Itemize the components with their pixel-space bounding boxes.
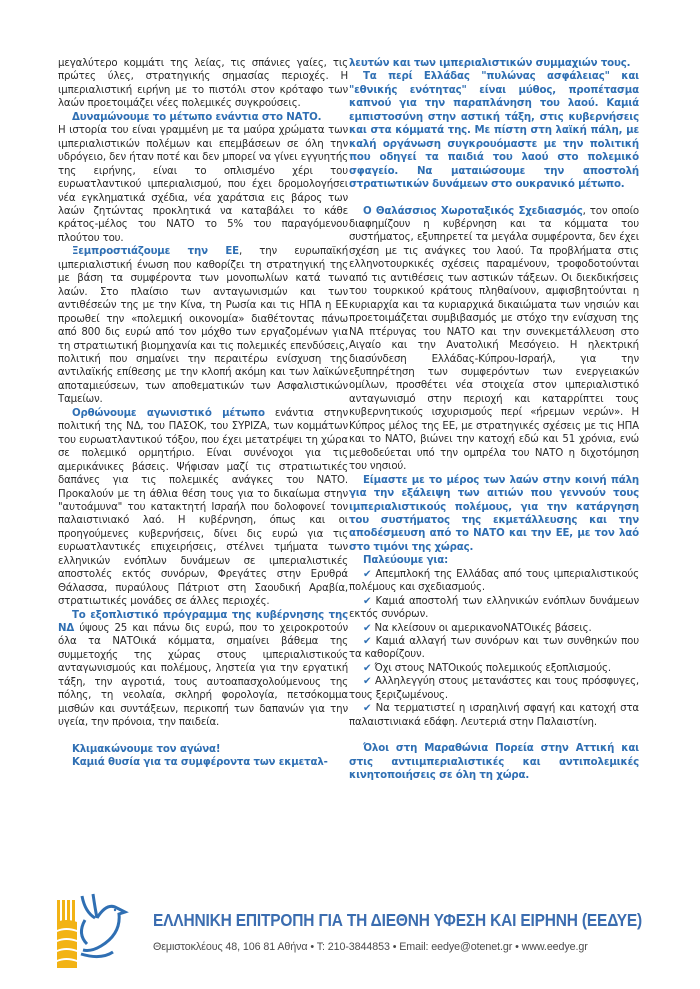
paragraph-armament-program: Το εξοπλιστικό πρόγραμμα της κυβέρνησης της ΝΔ ύψους 25 και πάνω δις ευρώ, που το χειροκροτούν όλα τα ΝΑΤΟικά κόμματα, σημαίνει βάθεμα της συμμετοχής της χώρας στους ιμπεριαλιστικούς ανταγωνισμούς και πολέμους, ληστεία για την εργατική τάξη, την αγροτιά, τους αυτοαπασχολούμενους της πόλης, τη νεολαία, σκληρή φορολογία, πετσόκομμα μισθών και συντάξεων, περικοπή των δαπανών για την υγεία, την πρόνοια, την παιδεία. <box>58 609 348 729</box>
heading-maritime-planning: Ο Θαλάσσιος Χωροταξικός Σχεδιασμός <box>363 205 583 217</box>
checkmark-icon: ✔ <box>363 622 372 634</box>
checkmark-icon: ✔ <box>363 676 372 688</box>
heading-expose-eu: Ξεμπροστιάζουμε την ΕΕ <box>72 246 239 258</box>
organization-name: ΕΛΛΗΝΙΚΗ ΕΠΙΤΡΟΠΗ ΓΙΑ ΤΗ ΔΙΕΘΝΗ ΥΦΕΣΗ ΚΑΙ ΕΙΡΗΝΗ (ΕΕΔΥΕ) <box>153 910 643 930</box>
left-column <box>58 57 348 770</box>
heading-nato-front: Δυναμώνουμε το μέτωπο ενάντια στο ΝΑΤΟ. <box>72 111 322 123</box>
paragraph-with-peoples: Είμαστε με το μέρος των λαών στην κοινή πάλη για την εξάλειψη των αιτιών που γεννούν τους ιμπεριαλιστικούς πολέμους, για την κατάργηση του συστήματος της εκμετάλλευσης και την αποδέσμευση από το ΝΑΤΟ και την ΕΕ, με τον λαό στο τιμόνι της χώρας. <box>349 474 639 553</box>
paragraph-eu: Ξεμπροστιάζουμε την ΕΕ, την ευρωπαϊκή ιμπεριαλιστική ένωση που καθορίζει τη στρατηγική της με βάση τα συμφέροντα των μονοπωλίων κατά των λαών. Στο πλαίσιο των ανταγωνισμών και των αντιθέσεών της με την Κίνα, τη Ρωσία και τις ΗΠΑ η ΕΕ προωθεί την «πολεμική οικονομία» διαθέτοντας πάνω από 800 δις ευρώ από τον μόχθο των εργαζομένων για τη στρατιωτική βιομηχανία και τις πολεμικές επενδύσεις, πολιτική που σημαίνει την περαιτέρω ενίσχυση της αντιλαϊκής επίθεσης με την κλοπή ακόμη και των λαϊκών αποταμιεύσεων, των αποθεματικών των Ασφαλιστικών Ταμείων. <box>58 246 349 406</box>
slogan-escalate: Κλιμακώνουμε τον αγώνα! <box>72 743 221 755</box>
slogan-no-sacrifice: Καμιά θυσία για τα συμφέροντα των εκμεταλ- <box>72 757 328 769</box>
demand-item: ✔ Να κλείσουν οι αμερικανοΝΑΤΟικές βάσεις. <box>363 622 592 634</box>
wheat-and-dove-logo-icon <box>55 890 135 970</box>
checkmark-icon: ✔ <box>363 662 372 674</box>
checkmark-icon: ✔ <box>363 703 372 715</box>
call-to-march: Όλοι στη Μαραθώνια Πορεία στην Αττική και στις αντιιμπεριαλιστικές και αντιπολεμικές κινητοποιήσεις σε όλη τη χώρα. <box>349 743 639 782</box>
paragraph-front-against-parties: Ορθώνουμε αγωνιστικό μέτωπο ενάντια στην πολιτική της ΝΔ, του ΠΑΣΟΚ, του ΣΥΡΙΖΑ, των κομμάτων του ευρωατλαντικού τόξου, που έχει μετατρέψει τη χώρα σε πολεμικό ορμητήριο. Είναι συνένοχοι για τις αμερικάνικες βάσεις. Ψήφισαν μαζί τις στρατιωτικές δαπάνες για τις πολεμικές ανάγκες του ΝΑΤΟ. Προκαλούν με τη άθλια θέση τους για το δικαίωμα στην "αυτοάμυνα" του κατακτητή Ισραήλ που δολοφονεί τον παλαιστινιακό λαό. Η κυβέρνηση, όπως και οι προηγούμενες κυβερνήσεις, δίνει δις ευρώ για τις ευρωατλαντικές επιχειρήσεις, στέλνει τμήματα των ελληνικών ενόπλων δυνάμεων σε ιμπεριαλιστικές αποστολές εκτός συνόρων, Φρεγάτες στην Ερυθρά Θάλασσα, πυραύλους Πάτριοτ στη Σαουδική Αραβία, στρατιωτικές μονάδες σε άλλες περιοχές. <box>58 407 348 608</box>
organization-contact: Θεμιστοκλέους 48, 106 81 Αθήνα • Τ: 210-3844853 • Email: eedye@otenet.gr • www.eedye.gr <box>153 941 588 953</box>
checkmark-icon: ✔ <box>363 568 372 580</box>
demands-title: Παλεύουμε για: <box>363 555 448 567</box>
slogan-continuation: λευτών και των ιμπεριαλιστικών συμμαχιών τους. <box>349 58 631 69</box>
heading-struggle-front: Ορθώνουμε αγωνιστικό μέτωπο <box>72 407 265 419</box>
demand-item: ✔ Να τερματιστεί η ισραηλινή σφαγή και κατοχή στα παλαιστινιακά εδάφη. Λευτεριά στην Παλαιστίνη. <box>349 703 639 728</box>
demand-item: ✔ Όχι στους ΝΑΤΟικούς πολεμικούς εξοπλισμούς. <box>363 662 611 674</box>
paragraph-maritime-planning: Ο Θαλάσσιος Χωροταξικός Σχεδιασμός, τον οποίο διαφημίζουν η κυβέρνηση και τα κόμματα του συστήματος, εξυπηρετεί τα μεγάλα συμφέροντα, δεν έχει σχέση με τις ανάγκες του λαού. Τα προβλήματα στις ελληνοτουρκικές σχέσεις παραμένουν, τροφοδοτούνται από τις αντιθέσεις των αστικών τάξεων. Οι διεκδικήσεις του τουρκικού κράτους πληθαίνουν, αμφισβητούνται η κυριαρχία και τα κυριαρχικά δικαιώματα των νησιών και προετοιμάζεται συμβιβασμός με στόχο την ενίσχυση της ΝΑ πτέρυγας του ΝΑΤΟ και την συνεκμετάλλευση στο Αιγαίο και την Ανατολική Μεσόγειο. Η ηλεκτρική διασύνδεση Ελλάδας-Κύπρου-Ισραήλ, για την εξυπηρέτηση των συμφερόντων των ενεργειακών ομίλων, προσθέτει νέα στοιχεία στον ιμπεριαλιστικό ανταγωνισμό στην περιοχή και καταρρίπτει τους κυβερνητικούς ισχυρισμούς περί «ήρεμων νερών». Η Κύπρος μέλος της ΕΕ, με στρατηγικές σχέσεις με τις ΗΠΑ και το ΝΑΤΟ, βιώνει την κατοχή εδώ και 51 χρόνια, ενώ μεθοδεύεται υπό την ομπρέλα του ΝΑΤΟ η διχοτόμηση του νησιού. <box>349 205 639 473</box>
checkmark-icon: ✔ <box>363 595 372 607</box>
demand-item: ✔ Καμιά αλλαγή των συνόρων και των συνθηκών που τα καθορίζουν. <box>349 636 639 661</box>
footer <box>0 880 700 989</box>
demand-item: ✔ Αλληλεγγύη στους μετανάστες και τους πρόσφυγες, τους ξεριζωμένους. <box>349 676 640 701</box>
paragraph-no-trust: Τα περί Ελλάδας "πυλώνας ασφάλειας" και "εθνικής ενότητας" είναι μύθος, προπέτασμα καπνού για την παραπλάνηση του λαού. Καμιά εμπιστοσύνη στην αστική τάξη, στις κυβερνήσεις και στα κόμματά της. Με πίστη στη λαϊκή πάλη, με καλή οργάνωση συγκρουόμαστε με την πολιτική που οδηγεί τα παιδιά του λαού στο πολεμικό σφαγείο. Να ματαιώσουμε την αποστολή στρατιωτικών δυνάμεων στο ουκρανικό μέτωπο. <box>349 71 639 191</box>
demand-item: ✔ Απεμπλοκή της Ελλάδας από τους ιμπεριαλιστικούς πολέμους και σχεδιασμούς. <box>349 568 639 594</box>
paragraph-nato-history: Η ιστορία του είναι γραμμένη με τα μαύρα χρώματα των ιμπεριαλιστικών πολέμων και επεμβάσεων σε όλη την υδρόγειο, δεν ήταν ποτέ και δεν μπορεί να γίνει εγγυητής της ειρήνης, είναι το οπλισμένο χέρι του ευρωατλαντικού ιμπεριαλισμού, που έχει δρομολογήσει νέα εγκληματικά σχέδια, νέα χαράτσια εις βάρος των λαών ζητώντας προκλητικά να καταβάλει το κάθε κράτος-μέλος του ΝΑΤΟ το 5% του παραγόμενου πλούτου του. <box>58 125 348 244</box>
paragraph-intro: μεγαλύτερο κομμάτι της λείας, τις σπάνιες γαίες, τις πρώτες ύλες, στρατηγικής σημασίας περιοχές. Η ιμπεριαλιστική ειρήνη με το πιστόλι στον κρόταφο των λαών προετοιμάζει νέες πολεμικές συγκρούσεις. <box>58 58 348 110</box>
demand-item: ✔ Καμιά αποστολή των ελληνικών ενόπλων δυνάμεων εκτός συνόρων. <box>349 595 640 621</box>
checkmark-icon: ✔ <box>363 636 372 648</box>
heading-armament-program: Το εξοπλιστικό πρόγραμμα της κυβέρνησης της ΝΔ <box>58 609 348 635</box>
demands-list <box>349 568 639 729</box>
right-column <box>349 57 639 783</box>
